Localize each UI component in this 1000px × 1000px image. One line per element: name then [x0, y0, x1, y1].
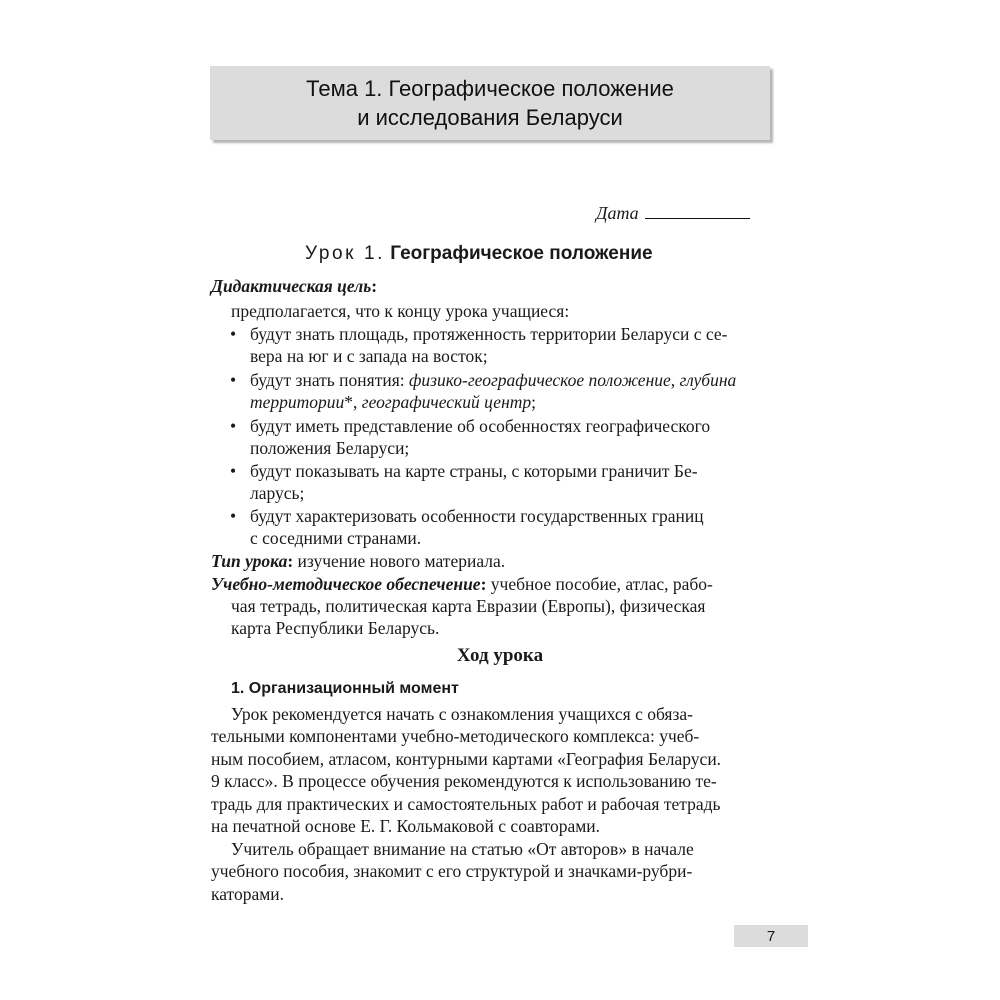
bullet-marker: •	[230, 461, 237, 481]
bullet-3-line2: положения Беларуси;	[250, 438, 410, 458]
lesson-type-value: изучение нового материала.	[293, 551, 506, 571]
didactic-intro: предполагается, что к концу урока учащиеся:	[231, 301, 570, 321]
lesson-number: Урок 1.	[305, 243, 385, 264]
topic-header	[210, 66, 770, 140]
materials-line1	[211, 573, 713, 595]
topic-title-line2: и исследования Беларуси	[357, 105, 623, 130]
bullet-2-end: ;	[531, 392, 537, 412]
subheading-organizational-moment: 1. Организационный момент	[231, 680, 459, 697]
bullet-2-line2	[250, 391, 536, 413]
bullet-marker: •	[230, 324, 237, 344]
bullet-5-line2: с соседними странами.	[250, 528, 422, 548]
bullet-3-line1: будут иметь представление об особенностях географического	[250, 416, 711, 436]
materials-line2: чая тетрадь, политическая карта Евразии (Европы), физическая	[231, 596, 706, 616]
paragraph-1-line: ным пособием, атласом, контурными картами «География Беларуси.	[211, 749, 722, 769]
paragraph-1-line: традь для практических и самостоятельных работ и рабочая тетрадь	[211, 794, 721, 814]
date-field	[596, 203, 750, 224]
bullet-4-line2: ларусь;	[250, 483, 305, 503]
bullet-1-line2: вера на юг и с запада на восток;	[250, 346, 488, 366]
lesson-type-colon: :	[287, 551, 294, 571]
lesson-name: Географическое положение	[390, 243, 653, 264]
paragraph-1-line: 9 класс». В процессе обучения рекомендуются к использованию те-	[211, 771, 717, 791]
page-number-value: 7	[766, 927, 776, 945]
paragraph-1-line: на печатной основе Е. Г. Кольмаковой с соавторами.	[211, 816, 601, 836]
term-geographic-center: географический центр	[361, 392, 532, 412]
bullet-4-line1: будут показывать на карте страны, с которыми граничит Бе-	[250, 461, 698, 481]
section-heading-course: Ход урока	[456, 645, 544, 666]
didactic-label-line	[211, 275, 377, 297]
term-physical-geographic-position: физико-географическое положение, глубина	[409, 370, 737, 390]
bullet-marker: •	[230, 506, 237, 526]
lesson-title	[305, 243, 653, 265]
paragraph-2-line: каторами.	[211, 884, 285, 904]
materials-text-1: учебное пособие, атлас, рабо-	[486, 574, 713, 594]
date-label: Дата	[596, 203, 639, 223]
page-number	[734, 925, 808, 947]
materials-line3: карта Республики Беларусь.	[231, 618, 440, 638]
paragraph-1-line: Урок рекомендуется начать с ознакомления учащихся с обяза-	[231, 704, 693, 724]
paragraph-1-line: тельными компонентами учебно-методического комплекса: учеб-	[211, 726, 700, 746]
materials-label: Учебно-методическое обеспечение	[211, 574, 481, 594]
date-blank-line	[645, 206, 750, 219]
lesson-type-label: Тип урока	[211, 551, 288, 571]
paragraph-2-line: учебного пособия, знакомит с его структурой и значками-рубри-	[211, 861, 693, 881]
topic-title-line1: Тема 1. Географическое положение	[306, 76, 674, 101]
bullet-marker: •	[230, 416, 237, 436]
term-territory-depth: территории	[250, 392, 345, 412]
materials-colon: :	[480, 574, 487, 594]
bullet-1-line1: будут знать площадь, протяженность территории Беларуси с се-	[250, 324, 728, 344]
didactic-label: Дидактическая цель	[211, 276, 372, 296]
lesson-type-line	[211, 550, 505, 572]
bullet-5-line1: будут характеризовать особенности государственных границ	[250, 506, 704, 526]
bullet-2-text: будут знать понятия:	[250, 370, 409, 390]
didactic-colon: :	[371, 276, 378, 296]
bullet-2-line1	[250, 369, 736, 391]
paragraph-2-line: Учитель обращает внимание на статью «От авторов» в начале	[231, 839, 694, 859]
bullet-marker: •	[230, 370, 237, 390]
bullet-2-sep: *,	[344, 392, 362, 412]
